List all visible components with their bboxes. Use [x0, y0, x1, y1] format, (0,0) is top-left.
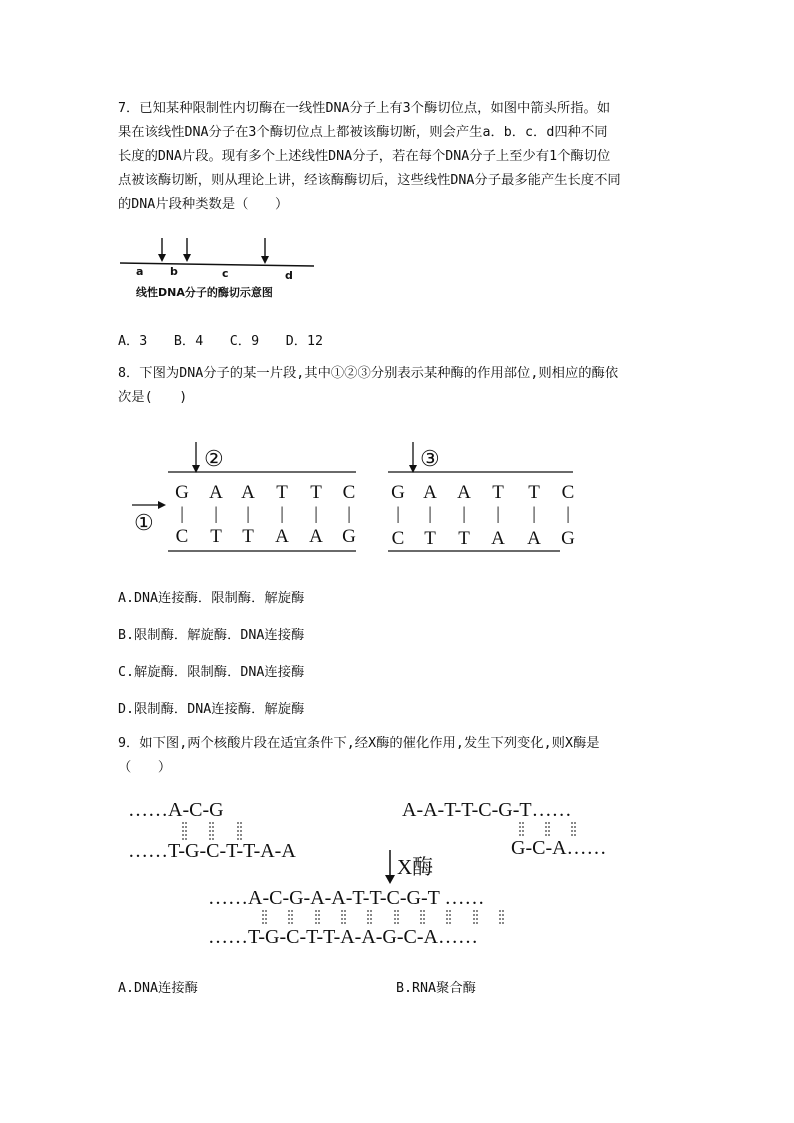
- result-hydrogen-bonds: [263, 910, 503, 926]
- base: A: [423, 482, 437, 503]
- segment-label-c: c: [222, 267, 229, 280]
- bond: |: [462, 503, 466, 523]
- q8-line-1: 8．下图为DNA分子的某一片段,其中①②③分别表示某种酶的作用部位,则相应的酶依: [118, 366, 619, 381]
- q9-line-1: 9．如下图,两个核酸片段在适宜条件下,经X酶的催化作用,发生下列变化,则X酶是: [118, 736, 600, 751]
- base: T: [492, 482, 504, 503]
- cut-arrow-3: [261, 238, 269, 264]
- q7-options: A．3 B．4 C．9 D．12: [118, 334, 324, 349]
- q8-option-b: B.限制酶．解旋酶．DNA连接酶: [118, 628, 305, 643]
- q8-option-a: A.DNA连接酶．限制酶．解旋酶: [118, 591, 305, 606]
- base: T: [210, 526, 222, 547]
- bond: |: [246, 503, 250, 523]
- q7-line-4: 点被该酶切断，则从理论上讲，经该酶酶切后，这些线性DNA分子最多能产生长度不同: [118, 173, 621, 188]
- bond: |: [214, 503, 218, 523]
- q7-line-1: 7．已知某种限制性内切酶在一线性DNA分子上有3个酶切位点，如图中箭头所指。如: [118, 101, 611, 116]
- left-fragment-bottom: ……T-G-C-T-T-A-A: [128, 840, 296, 862]
- q7-line-5: 的DNA片段种类数是（ ）: [118, 197, 289, 212]
- enzyme-label: X酶: [397, 855, 434, 879]
- base: T: [528, 482, 540, 503]
- bond: |: [280, 503, 284, 523]
- q9-ligation-diagram: [120, 790, 640, 955]
- base: G: [342, 526, 356, 547]
- base: A: [457, 482, 471, 503]
- bond: |: [428, 503, 432, 523]
- dna-line: [120, 263, 314, 266]
- bond: |: [532, 503, 536, 523]
- right-fragment-bottom: G-C-A……: [511, 837, 607, 859]
- mark-1: ①: [134, 510, 154, 535]
- bond: |: [496, 503, 500, 523]
- base: T: [242, 526, 254, 547]
- base: A: [209, 482, 223, 503]
- q7-line-2: 果在该线性DNA分子在3个酶切位点上都被该酶切断，则会产生a．b．c．d四种不同: [118, 125, 608, 140]
- segment-label-d: d: [285, 269, 293, 282]
- bond: |: [347, 503, 351, 523]
- base: G: [391, 482, 405, 503]
- base: C: [342, 482, 356, 503]
- q8-option-d: D.限制酶．DNA连接酶．解旋酶: [118, 702, 305, 717]
- mark-3: ③: [420, 446, 440, 471]
- cut-arrow-1: [158, 238, 166, 262]
- base: T: [424, 528, 436, 549]
- base: G: [175, 482, 189, 503]
- result-bottom-strand: ……T-G-C-T-T-A-A-G-C-A……: [208, 926, 478, 948]
- segment-label-b: b: [170, 265, 178, 278]
- right-fragment-top: A-A-T-T-C-G-T……: [402, 799, 572, 821]
- base: A: [527, 528, 541, 549]
- base: A: [309, 526, 323, 547]
- bond: |: [566, 503, 570, 523]
- base: A: [491, 528, 505, 549]
- enzyme-arrow: [385, 850, 395, 884]
- cut-arrow-2: [183, 238, 191, 262]
- base: C: [391, 528, 405, 549]
- base: T: [276, 482, 288, 503]
- base: T: [310, 482, 322, 503]
- base: A: [241, 482, 255, 503]
- arrow-site-1: [132, 501, 166, 509]
- q9-line-2: （ ）: [118, 760, 172, 775]
- base: G: [561, 528, 575, 549]
- q8-option-c: C.解旋酶．限制酶．DNA连接酶: [118, 665, 305, 680]
- q7-dna-cut-diagram: [118, 235, 318, 305]
- left-fragment-top: ……A-C-G: [128, 799, 224, 821]
- q8-line-2: 次是( ): [118, 390, 188, 405]
- q9-option-b: B.RNA聚合酶: [396, 981, 476, 996]
- q9-option-a: A.DNA连接酶: [118, 981, 198, 996]
- base: C: [561, 482, 575, 503]
- segment-label-a: a: [136, 265, 144, 278]
- q7-line-3: 长度的DNA片段。现有多个上述线性DNA分子，若在每个DNA分子上至少有1个酶切位: [118, 149, 611, 164]
- arrow-site-3: [409, 442, 417, 473]
- figure-caption: 线性DNA分子的酶切示意图: [136, 286, 273, 299]
- base: C: [175, 526, 189, 547]
- arrow-site-2: [192, 442, 200, 473]
- bond: |: [314, 503, 318, 523]
- bond: |: [180, 503, 184, 523]
- mark-2: ②: [204, 446, 224, 471]
- result-top-strand: ……A-C-G-A-A-T-T-C-G-T ……: [208, 887, 485, 909]
- base: A: [275, 526, 289, 547]
- bond: |: [396, 503, 400, 523]
- base: T: [458, 528, 470, 549]
- q8-dna-segment-diagram: [130, 438, 590, 558]
